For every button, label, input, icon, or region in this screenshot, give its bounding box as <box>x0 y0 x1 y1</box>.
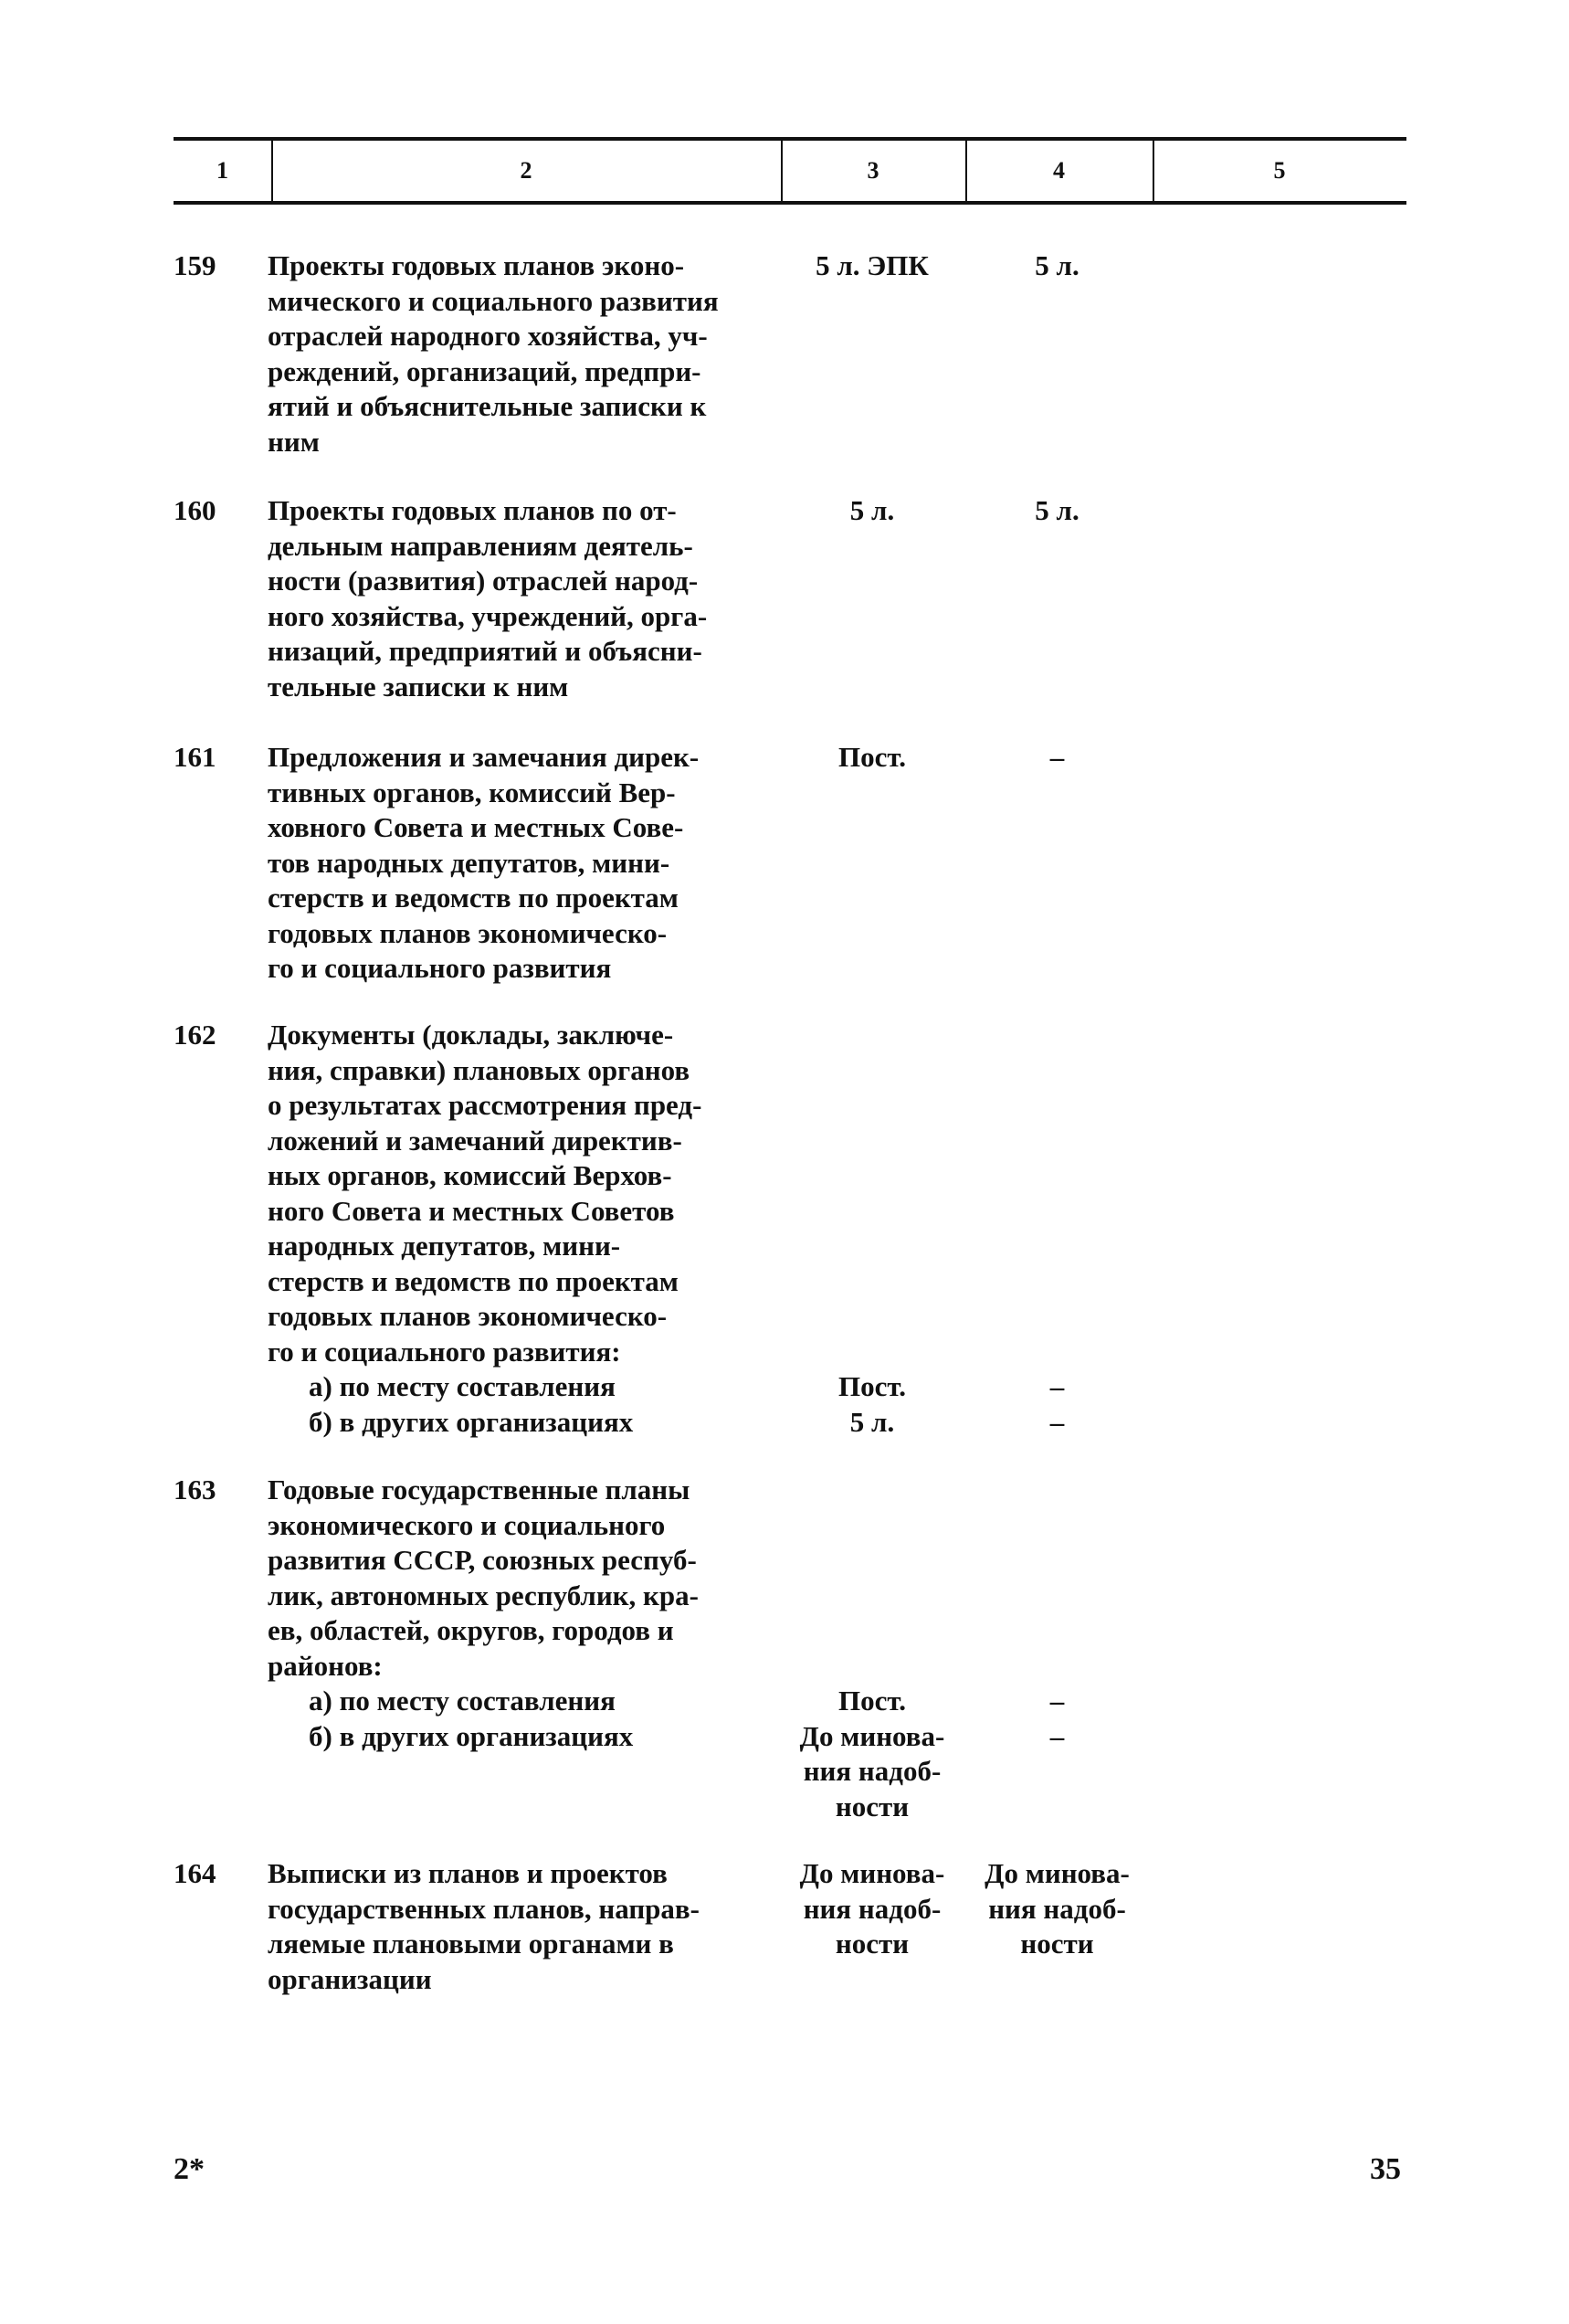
description-line: реждений, организаций, предпри- <box>268 354 701 387</box>
header-col-5: 5 <box>1273 157 1286 184</box>
description-line: ятий и объяснительные записки к <box>268 390 707 422</box>
storage-period-col3: До минова- <box>799 1719 945 1752</box>
description-line: тов народных депутатов, мини- <box>268 846 670 879</box>
entry-description <box>268 1856 788 1997</box>
storage-period-col4: До минова- <box>985 1857 1130 1889</box>
description-line: государственных планов, направ- <box>268 1892 700 1925</box>
entry-description <box>268 248 788 460</box>
description-line: Предложения и замечания дирек- <box>268 741 700 773</box>
header-col-2: 2 <box>520 157 532 184</box>
storage-period-col4: 5 л. <box>1035 249 1079 281</box>
storage-period-col4: – <box>1049 1685 1065 1717</box>
description-line: ния, справки) плановых органов <box>268 1053 690 1086</box>
sub-item: б) в других организациях <box>309 1405 634 1438</box>
header-col-1: 1 <box>216 157 228 184</box>
storage-period-col3: Пост. <box>837 741 907 773</box>
sub-item: б) в других организациях <box>309 1719 634 1752</box>
entry-number: 160 <box>174 494 216 526</box>
entry-description <box>268 1018 788 1440</box>
description-line: экономического и социального <box>268 1508 666 1541</box>
description-line: годовых планов экономическо- <box>268 1300 668 1332</box>
storage-period-col4: – <box>1049 1719 1065 1752</box>
sub-item: а) по месту составления <box>309 1685 616 1717</box>
storage-period-col3: ности <box>835 1790 910 1822</box>
description-line: ховного Совета и местных Сове- <box>268 811 684 843</box>
description-line: Выписки из планов и проектов <box>268 1857 668 1889</box>
description-line: Документы (доклады, заключе- <box>268 1019 674 1051</box>
storage-period-col3: Пост. <box>837 1685 907 1717</box>
description-line: ев, областей, округов, городов и <box>268 1614 674 1646</box>
description-line: лик, автономных республик, кра- <box>268 1579 699 1611</box>
description-line: развития СССР, союзных респуб- <box>268 1544 697 1576</box>
description-line: тивных органов, комиссий Вер- <box>268 776 676 808</box>
description-line: стерств и ведомств по проектам <box>268 1264 679 1297</box>
storage-period-col3: ности <box>835 1928 910 1960</box>
storage-period-col3: 5 л. ЭПК <box>816 249 929 281</box>
description-line: районов: <box>268 1649 383 1682</box>
description-line: го и социального развития: <box>268 1335 621 1368</box>
description-line: о результатах рассмотрения пред- <box>268 1089 702 1121</box>
entry-description <box>268 493 788 704</box>
storage-period-col4: – <box>1049 1370 1065 1402</box>
header-col-3: 3 <box>867 157 879 184</box>
entry-description <box>268 1473 788 1754</box>
entry-number: 159 <box>174 249 216 281</box>
sub-item: а) по месту составления <box>309 1370 616 1402</box>
storage-period-col4: – <box>1049 1405 1065 1438</box>
description-line: ности (развития) отраслей народ- <box>268 565 699 597</box>
description-line: низаций, предприятий и объясни- <box>268 635 702 667</box>
description-line: тельные записки к ним <box>268 670 569 702</box>
table-header <box>174 137 1406 205</box>
description-line: Проекты годовых планов эконо- <box>268 249 685 281</box>
entry-number: 164 <box>174 1857 216 1889</box>
description-line: Проекты годовых планов по от- <box>268 494 677 526</box>
description-line: ляемые плановыми органами в <box>268 1928 674 1960</box>
entry-number: 163 <box>174 1474 216 1505</box>
storage-period-col4: ности <box>1020 1928 1094 1960</box>
storage-period-col4: – <box>1049 741 1065 773</box>
description-line: Годовые государственные планы <box>268 1474 690 1505</box>
description-line: ним <box>268 425 320 458</box>
description-line: организации <box>268 1962 432 1995</box>
storage-period-col3: Пост. <box>837 1370 907 1402</box>
description-line: народных депутатов, мини- <box>268 1230 621 1262</box>
storage-period-col3: ния надоб- <box>803 1892 942 1925</box>
description-line: ложений и замечаний директив- <box>268 1124 682 1157</box>
storage-period-col3: 5 л. <box>849 1405 895 1438</box>
storage-period-col3: 5 л. <box>849 494 895 526</box>
signature-mark: 2* <box>174 2152 205 2186</box>
description-line: ного хозяйства, учреждений, орга- <box>268 599 708 632</box>
page-number: 35 <box>1370 2152 1401 2186</box>
description-line: ных органов, комиссий Верхов- <box>268 1159 672 1191</box>
storage-period-col3: ния надоб- <box>803 1755 942 1787</box>
description-line: годовых планов экономическо- <box>268 916 668 949</box>
storage-period-col4: 5 л. <box>1035 494 1079 526</box>
entry-number: 161 <box>174 741 216 773</box>
description-line: стерств и ведомств по проектам <box>268 882 679 914</box>
storage-period-col3: До минова- <box>799 1857 945 1889</box>
storage-period-col4: ния надоб- <box>988 1892 1126 1925</box>
header-col-4: 4 <box>1053 157 1065 184</box>
description-line: го и социального развития <box>268 952 612 984</box>
description-line: ного Совета и местных Советов <box>268 1194 675 1227</box>
description-line: дельным направлениям деятель- <box>268 529 693 562</box>
description-line: отраслей народного хозяйства, уч- <box>268 320 708 352</box>
entry-number: 162 <box>174 1019 216 1051</box>
description-line: мического и социального развития <box>268 284 719 317</box>
entry-description <box>268 740 788 987</box>
